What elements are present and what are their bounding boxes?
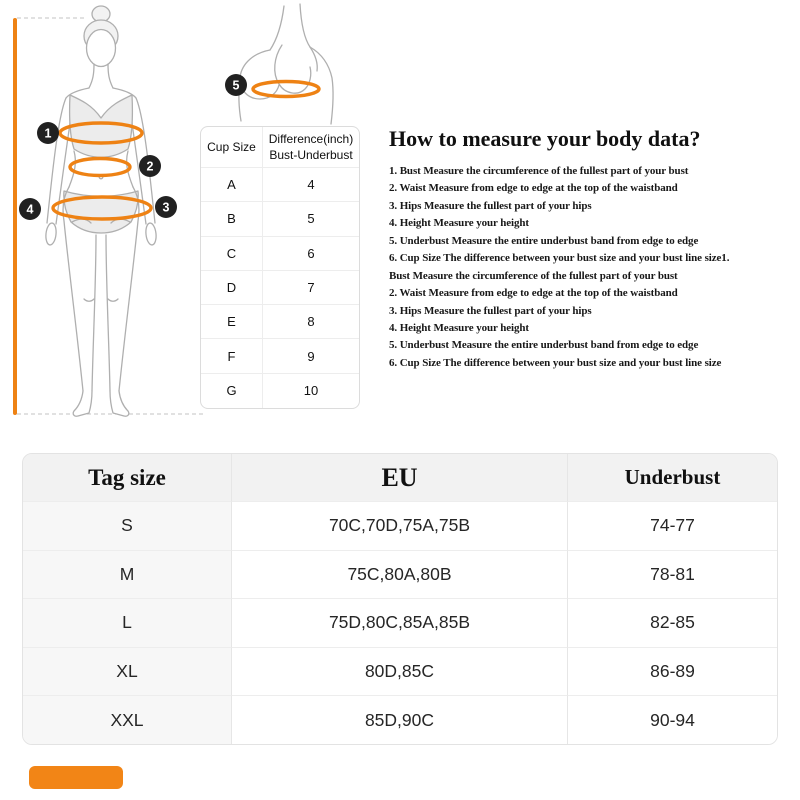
tag-cell: S [23,501,232,550]
cup-cell: B [201,202,263,236]
face [87,30,116,67]
howto-line: 3. Hips Measure the fullest part of your hips [389,304,592,317]
diff-cell: 10 [303,383,319,399]
knee-right [108,299,118,301]
knee-left [84,299,94,301]
hips-badge [155,196,177,218]
tag-cell: XL [23,647,232,696]
neck-left [89,64,94,88]
bust-badge-number: 1 [44,126,52,141]
underbust-cell: 86-89 [568,647,777,696]
diff-cell: 5 [263,202,359,236]
size-table-header-underbust: Underbust [568,454,777,501]
tag-cell: XXL [23,695,232,744]
hips-badge-number: 3 [162,200,170,215]
height-line [13,18,17,415]
leg-right-inner [106,235,110,391]
waist-badge-number: 2 [146,159,154,174]
underbust-cell: 78-81 [568,550,777,599]
eu-cell: 75C,80A,80B [232,550,568,599]
closeup-breast-outer [240,50,279,99]
height-badge-number: 4 [26,202,34,217]
body-measure-figure [0,0,210,430]
cup-table-header-difference-line1: Difference(inch) [268,131,354,146]
cup-table-header-difference-line2: Bust-Underbust [269,148,353,162]
howto-line: 2. Waist Measure from edge to edge at the top of the waistband [389,287,678,300]
neck-right [108,64,113,88]
underbust-badge [225,74,247,96]
diff-cell: 9 [263,339,359,373]
bust-badge [37,122,59,144]
size-table-header-tag: Tag size [23,454,232,501]
cup-table-header-cup: Cup Size [201,127,263,168]
howto-line: 5. Underbust Measure the entire underbust band from edge to edge [389,339,699,352]
eu-cell: 75D,80C,85A,85B [232,598,568,647]
cup-cell: F [201,339,263,373]
howto-line: 1. Bust Measure the circumference of the fullest part of your bust [389,165,689,177]
cup-cell: A [201,168,263,202]
underbust-tape [253,82,319,97]
diff-cell: 6 [263,237,359,271]
eu-cell: 80D,85C [232,647,568,696]
howto-line: 2. Waist Measure from edge to edge at the top of the waistband [389,182,678,195]
cup-cell: C [201,237,263,271]
orange-accent-bar [29,766,123,789]
cup-size-table [200,126,360,409]
underbust-badge-number: 5 [232,78,240,93]
cup-cell: D [201,271,263,305]
closeup-breast-inner [275,45,311,93]
waist-badge [139,155,161,177]
height-badge [19,198,41,220]
cup-cell: G [201,374,263,408]
howto-line: 4. Height Measure your height [389,217,529,230]
howto-line: 5. Underbust Measure the entire underbust band from edge to edge [389,234,699,247]
leg-left-inner [92,235,96,391]
eu-cell: 85D,90C [232,695,568,744]
tag-cell: M [23,550,232,599]
size-table-header-eu: EU [232,454,568,501]
howto-line: 6. Cup Size The difference between your bust size and your bust line size [389,356,722,369]
howto-instructions [389,163,729,372]
howto-line: 3. Hips Measure the fullest part of your hips [389,199,592,212]
diff-cell: 8 [263,305,359,339]
closeup-neck-right [300,4,310,47]
waist-tape [70,159,130,176]
underbust-measure-figure [222,0,352,126]
tag-cell: L [23,598,232,647]
diff-cell: 7 [263,271,359,305]
hand-right [145,223,157,246]
foot-right [110,391,129,416]
hand-left [45,223,57,246]
tag-size-table [22,453,778,745]
underbust-cell: 74-77 [568,501,777,550]
cup-table-header-difference [263,127,359,168]
foot-left [73,391,92,416]
closeup-neck-left [270,6,284,50]
howto-title: How to measure your body data? [389,126,701,151]
underbust-cell: 82-85 [568,598,777,647]
howto-line: 4. Height Measure your height [389,321,529,334]
howto-line: 6. Cup Size The difference between your bust size and your bust line size1. [389,252,730,265]
underbust-cell: 90-94 [568,695,777,744]
eu-cell: 70C,70D,75A,75B [232,501,568,550]
diff-cell: 4 [263,168,359,202]
cup-cell: E [201,305,263,339]
howto-line: Bust Measure the circumference of the fullest part of your bust [389,269,678,282]
